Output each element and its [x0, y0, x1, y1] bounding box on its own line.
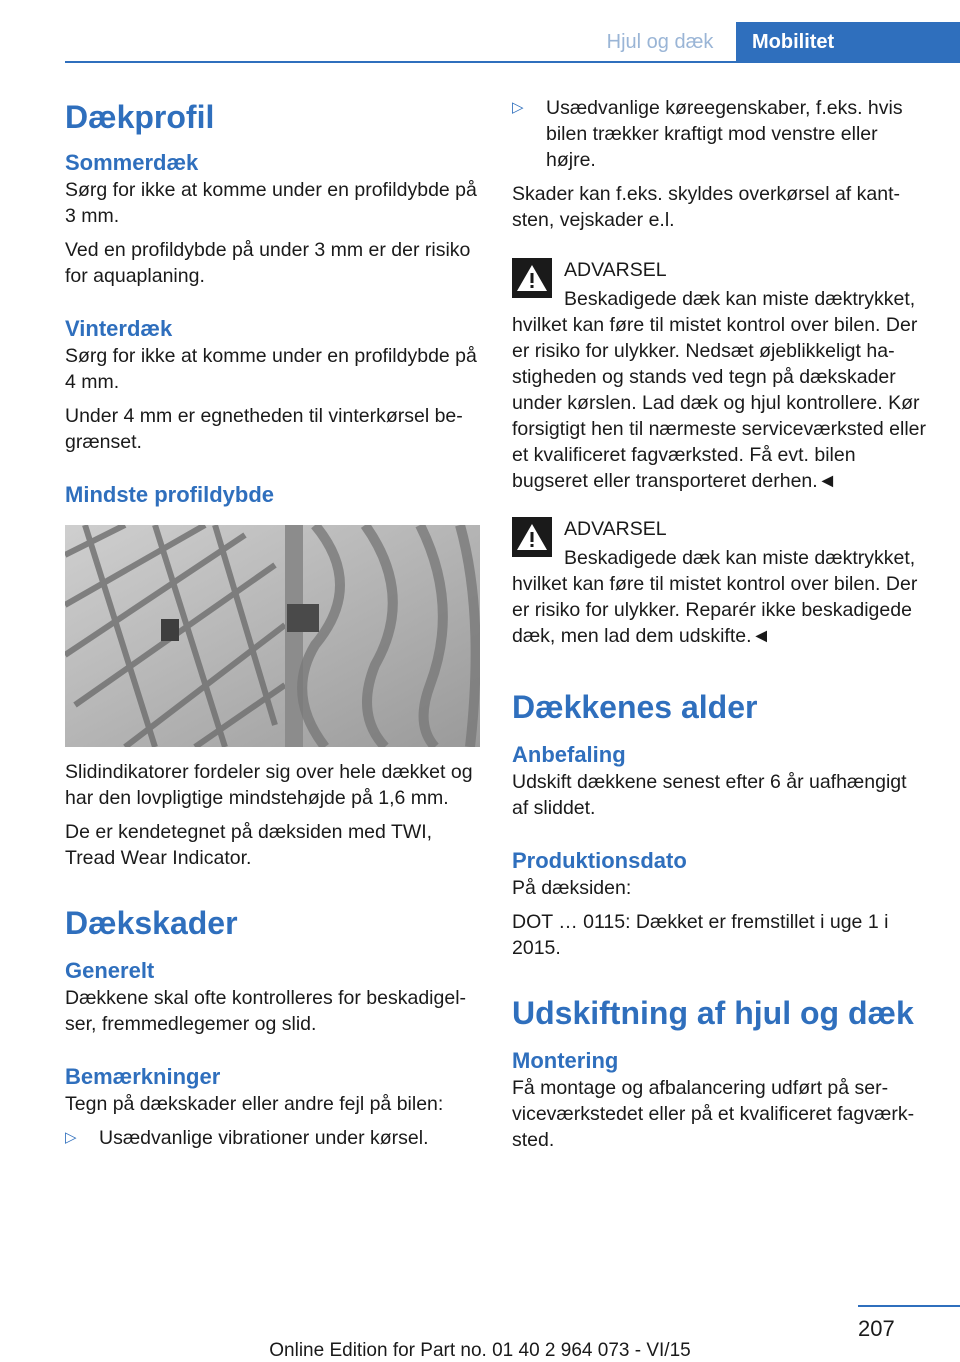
- mindste-paragraph-2: De er kendetegnet på dæksiden med TWI, Tread Wear Indicator.: [65, 821, 433, 869]
- list-item: [512, 95, 928, 173]
- montering-paragraph: Få montage og afbalancering udført på serviceværkstedet eller på et kvalificeret fagværksted.: [512, 1077, 915, 1151]
- heading-produktionsdato: Produktionsdato: [512, 848, 687, 873]
- warning-block-1: [512, 255, 928, 494]
- warning-text: Beskadigede dæk kan miste dæktrykket, hvilket kan føre til mistet kontrol over bilen. Der er risiko for ulykker. Nedsæt øjeblikkeligt hastigheden og stands ved tegn på dækskader under kørslen. Lad dæk og hjul kontrollere. Kør forsigtigt hen til nærmeste serviceværksted eller et kvalificeret fagværksted. Få evt. bilen bugseret eller transporteret derhen.◄: [512, 288, 926, 492]
- warning-block-2: [512, 514, 928, 649]
- anbefaling-paragraph: Udskift dækkene senest efter 6 år uafhængigt af sliddet.: [512, 771, 907, 819]
- list-item: [65, 1125, 481, 1151]
- triangle-right-icon: ▷: [512, 99, 524, 116]
- triangle-right-icon: ▷: [65, 1129, 77, 1146]
- sommer-paragraph-1: Sørg for ikke at komme under en profildybde på 3 mm.: [65, 179, 477, 227]
- vinter-paragraph-2: Under 4 mm er egnetheden til vinterkørsel begrænset.: [65, 405, 463, 453]
- heading-udskiftning: Udskiftning af hjul og dæk: [512, 995, 914, 1031]
- heading-daekprofil: Dækprofil: [65, 99, 215, 135]
- heading-mindste-profildybde: Mindste profildybde: [65, 482, 274, 507]
- footer-edition-text: Online Edition for Part no. 01 40 2 964 073 - VI/15: [269, 1340, 691, 1361]
- heading-daekkenes-alder: Dækkenes alder: [512, 689, 758, 725]
- heading-anbefaling: Anbefaling: [512, 742, 626, 767]
- heading-generelt: Generelt: [65, 958, 155, 983]
- list-item-text: Usædvanlige vibrationer under kørsel.: [99, 1127, 429, 1149]
- warning-text: Beskadigede dæk kan miste dæktrykket, hvilket kan føre til mistet kontrol over bilen. Der er risiko for ulykker. Reparér ikke beskadigede dæk, men lad dem udskifte.◄: [512, 547, 918, 647]
- heading-montering: Montering: [512, 1048, 619, 1073]
- generelt-paragraph: Dækkene skal ofte kontrolleres for beskadigelser, fremmedlegemer og slid.: [65, 987, 467, 1035]
- list-item-text: Usædvanlige køreegenskaber, f.eks. hvis bilen trækker kraftigt mod venstre eller højre.: [546, 97, 903, 171]
- left-column: [65, 95, 481, 1151]
- produktion-paragraph-1: På dæksiden:: [512, 877, 632, 899]
- heading-daekskader: Dækskader: [65, 905, 238, 941]
- heading-bemaerkninger: Bemærkninger: [65, 1064, 221, 1089]
- bemaerkninger-paragraph: Tegn på dækskader eller andre fejl på bilen:: [65, 1093, 444, 1115]
- tire-tread-illustration: [65, 525, 480, 747]
- footer-divider: [858, 1305, 960, 1307]
- mindste-paragraph-1: Slidindikatorer fordeler sig over hele dækket og har den lovpligtige mindstehøjde på 1,6 mm.: [65, 761, 473, 809]
- skader-paragraph: Skader kan f.eks. skyldes overkørsel af kantsten, vejskader e.l.: [512, 183, 900, 231]
- heading-vinterdaek: Vinterdæk: [65, 316, 173, 341]
- warning-title: ADVARSEL: [564, 259, 667, 281]
- header-section-tab: Hjul og dæk: [584, 22, 736, 62]
- warning-title: ADVARSEL: [564, 518, 667, 540]
- right-column: [512, 95, 928, 1153]
- heading-sommerdaek: Sommerdæk: [65, 150, 199, 175]
- header-divider: [65, 61, 960, 63]
- page-number: 207: [858, 1316, 895, 1341]
- produktion-paragraph-2: DOT … 0115: Dækket er fremstillet i uge 1 i 2015.: [512, 911, 889, 959]
- header-chapter-tab: Mobilitet: [736, 22, 960, 62]
- vinter-paragraph-1: Sørg for ikke at komme under en profildybde på 4 mm.: [65, 345, 477, 393]
- sommer-paragraph-2: Ved en profildybde på under 3 mm er der risiko for aquaplaning.: [65, 239, 471, 287]
